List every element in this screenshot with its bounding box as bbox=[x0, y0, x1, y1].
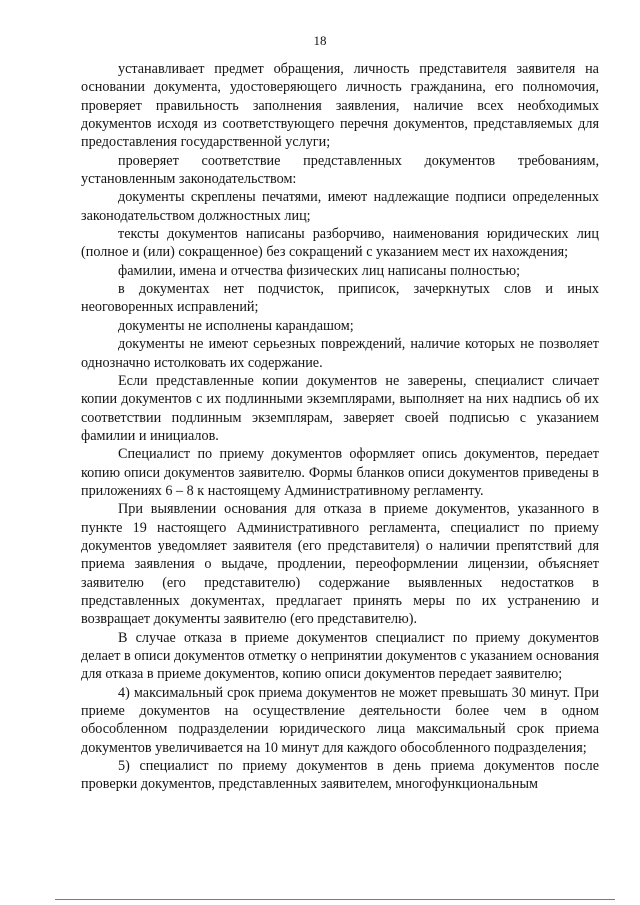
paragraph: 4) максимальный срок приема документов не может превышать 30 минут. При приеме документов на осуществление деятельности более чем в одном обособленном подразделении юридического лица максимальный срок приема документов увеличивается на 10 минут для каждого обособленного подразделения; bbox=[81, 684, 599, 756]
page-bottom-edge bbox=[55, 899, 615, 900]
document-body bbox=[81, 60, 599, 794]
page-number: 18 bbox=[313, 33, 327, 48]
paragraph: документы скреплены печатями, имеют надлежащие подписи определенных законодательством должностных лиц; bbox=[81, 189, 599, 224]
paragraph: документы не исполнены карандашом; bbox=[118, 317, 354, 334]
paragraph: в документах нет подчисток, приписок, зачеркнутых слов и иных неоговоренных исправлений; bbox=[81, 281, 599, 316]
paragraph: Специалист по приему документов оформляет опись документов, передает копию описи документов заявителю. Формы бланков описи документов приведены в приложениях 6 – 8 к настоящему Административному регламенту. bbox=[81, 446, 599, 499]
paragraph: фамилии, имена и отчества физических лиц написаны полностью; bbox=[118, 262, 521, 279]
paragraph: 5) специалист по приему документов в день приема документов после проверки документов, представленных заявителем, многофункциональным bbox=[81, 758, 599, 793]
paragraph: документы не имеют серьезных повреждений, наличие которых не позволяет однозначно истолковать их содержание. bbox=[81, 336, 599, 371]
paragraph: При выявлении основания для отказа в приеме документов, указанного в пункте 19 настоящего Административного регламента, специалист по приему документов уведомляет заявителя (его представителя) о наличии препятствий для приема заявления о выдаче, продлении, переоформлении лицензии, объясняет заявителю (его представителю) содержание выявленных недостатков в представленных документах, предлагает принять меры по их устранению и возвращает документы заявителю (его представителю). bbox=[81, 501, 599, 628]
paragraph: проверяет соответствие представленных документов требованиям, установленным законодательством: bbox=[81, 152, 599, 188]
paragraph: устанавливает предмет обращения, личность представителя заявителя на основании документа, удостоверяющего личность гражданина, его полномочия, проверяет правильность заполнения заявления, наличие всех необходимых документов исходя из соответствующего перечня документов, представляемых для предоставления государственной услуги; bbox=[81, 61, 599, 151]
paragraph: В случае отказа в приеме документов специалист по приему документов делает в описи документов отметку о непринятии документов с указанием основания для отказа в приеме документов, копию описи документов передает заявителю; bbox=[81, 629, 599, 683]
paragraph: тексты документов написаны разборчиво, наименования юридических лиц (полное и (или) сокращенное) без сокращений с указанием мест их нахождения; bbox=[81, 226, 599, 261]
paragraph: Если представленные копии документов не заверены, специалист сличает копии документов с их подлинными экземплярами, выполняет на них надпись об их соответствии подлинным экземплярам, заверяет своей подписью с указанием фамилии и инициалов. bbox=[81, 372, 599, 444]
